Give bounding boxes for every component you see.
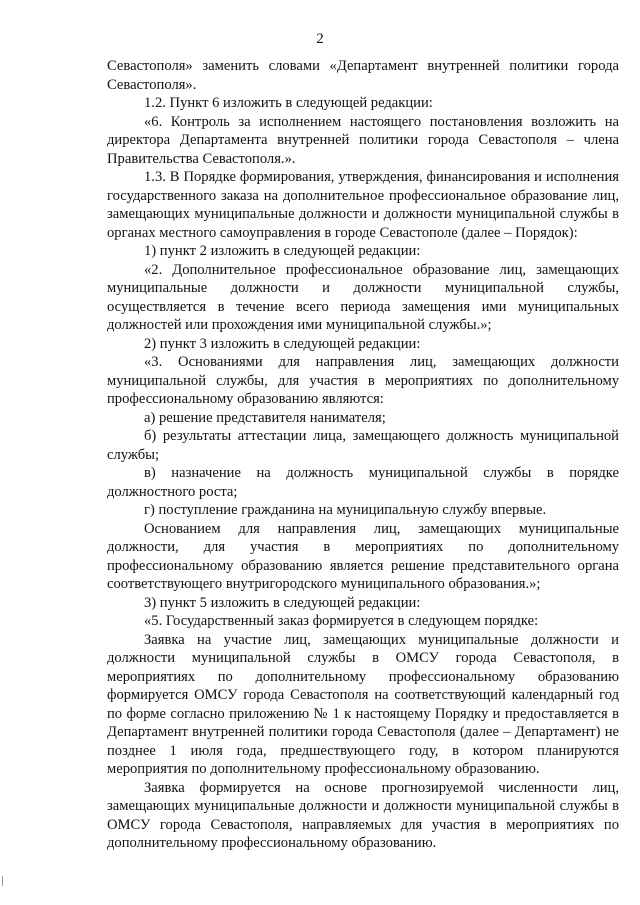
paragraph-16: Заявка на участие лиц, замещающих муниципальные должности и должности муниципальной службы в ОМСУ города Севастополя, в мероприятиях по дополнительному профессиональному образованию формируется ОМСУ города Севастополя на соответствующий календарный год по форме согласно приложению № 1 к настоящему Порядку и предоставляется в Департамент внутренней политики города Севастополя (далее – Департамент) не позднее 1 июля года, предшествующего году, в котором планируются мероприятия по дополнительному профессиональному образованию. [107, 631, 619, 777]
paragraph-12: г) поступление гражданина на муниципальную службу впервые. [144, 502, 547, 518]
paragraph-5: 1) пункт 2 изложить в следующей редакции: [144, 243, 421, 259]
paragraph-3: «6. Контроль за исполнением настоящего постановления возложить на директора Департамента внутренней политики города Севастополя – члена Правительства Севастополя.». [107, 113, 619, 167]
paragraph-17: Заявка формируется на основе прогнозируемой численности лиц, замещающих муниципальные должности и должности муниципальной службы в ОМСУ города Севастополя, направляемых для участия в мероприятиях по дополнительному профессиональному образованию. [107, 779, 619, 851]
paragraph-10: б) результаты аттестации лица, замещающего должность муниципальной службы; [107, 428, 619, 463]
page-number: 2 [316, 31, 324, 47]
paragraph-7: 2) пункт 3 изложить в следующей редакции: [144, 335, 421, 352]
paragraph-8: «3. Основаниями для направления лиц, замещающих должности муниципальной службы, для участия в мероприятиях по дополнительному профессиональному образованию являются: [107, 354, 619, 407]
paragraph-6: «2. Дополнительное профессиональное образование лиц, замещающих муниципальные должности и должности муниципальной службы, осуществляется в течение всего периода замещения ими муниципальных должностей или прохождения ими муниципальной службы.»; [107, 261, 619, 333]
paragraph-13: Основанием для направления лиц, замещающих муниципальные должности, для участия в мероприятиях по дополнительному профессиональному образованию является решение представительного органа соответствующего внутригородского муниципального образования.»; [107, 520, 619, 592]
scan-margin-mark [2, 876, 6, 886]
paragraph-15: «5. Государственный заказ формируется в следующем порядке: [144, 613, 539, 629]
paragraph-14: 3) пункт 5 изложить в следующей редакции: [144, 594, 421, 611]
paragraph-1: Севастополя» заменить словами «Департамент внутренней политики города Севастополя». [107, 58, 619, 93]
paragraph-2: 1.2. Пункт 6 изложить в следующей редакции: [144, 95, 433, 111]
document-body [107, 57, 619, 853]
paragraph-9: а) решение представителя нанимателя; [144, 409, 386, 426]
paragraph-4: 1.3. В Порядке формирования, утверждения, финансирования и исполнения государственного заказа на дополнительное профессиональное образование лиц, замещающих муниципальные должности и должности муниципальной службы в органах местного самоуправления в городе Севастополе (далее – Порядок): [107, 169, 619, 241]
paragraph-11: в) назначение на должность муниципальной службы в порядке должностного роста; [107, 465, 619, 500]
